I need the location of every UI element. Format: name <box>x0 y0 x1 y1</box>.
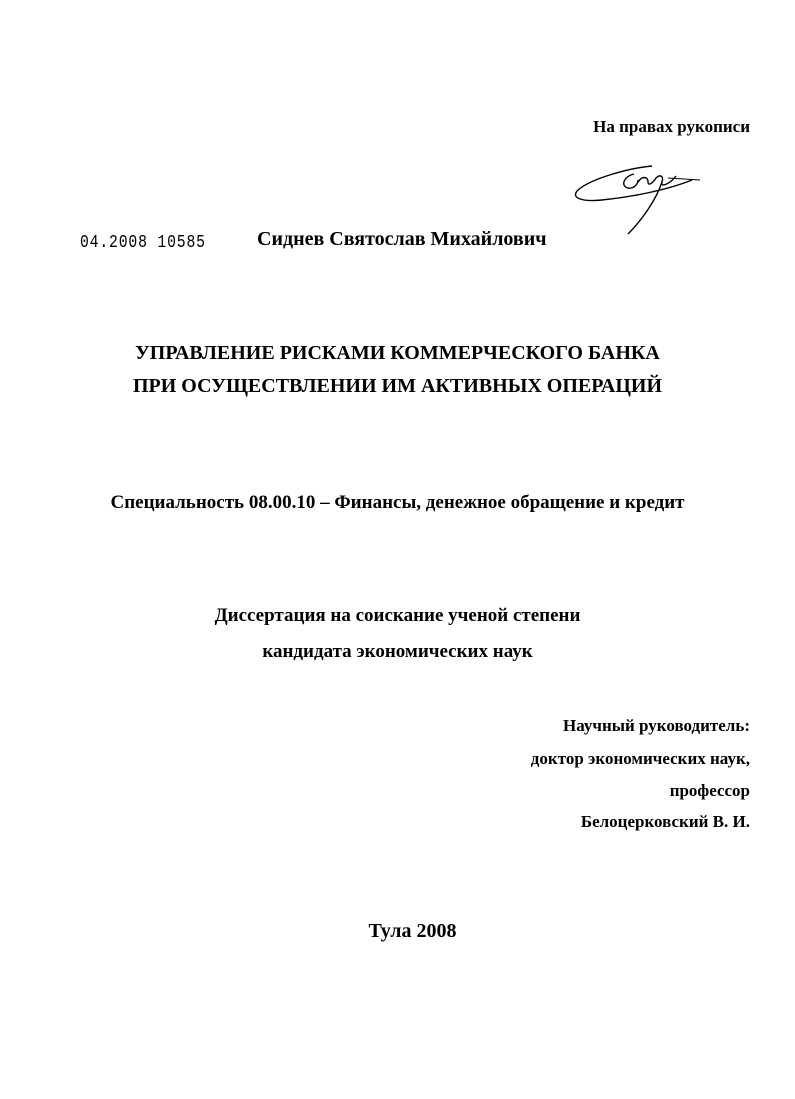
registry-stamp: 04.2008 10585 <box>80 233 206 253</box>
supervisor-rank: профессор <box>669 781 750 800</box>
title-line-1: УПРАВЛЕНИЕ РИСКАМИ КОММЕРЧЕСКОГО БАНКА <box>135 342 660 364</box>
title-line-2: ПРИ ОСУЩЕСТВЛЕНИИ ИМ АКТИВНЫХ ОПЕРАЦИЙ <box>132 375 663 397</box>
supervisor-degree: доктор экономических наук, <box>530 749 750 768</box>
specialty-line: Специальность 08.00.10 – Финансы, денежное обращение и кредит <box>110 492 685 513</box>
city-year: Тула 2008 <box>368 920 457 942</box>
dissertation-line-2: кандидата экономических наук <box>262 641 533 662</box>
handwritten-signature-icon <box>572 150 707 240</box>
dissertation-line-1: Диссертация на соискание ученой степени <box>214 605 581 626</box>
rights-note: На правах рукописи <box>593 117 750 136</box>
author-name: Сиднев Святослав Михайлович <box>257 228 547 250</box>
supervisor-name: Белоцерковский В. И. <box>580 812 750 831</box>
supervisor-label: Научный руководитель: <box>563 716 750 735</box>
